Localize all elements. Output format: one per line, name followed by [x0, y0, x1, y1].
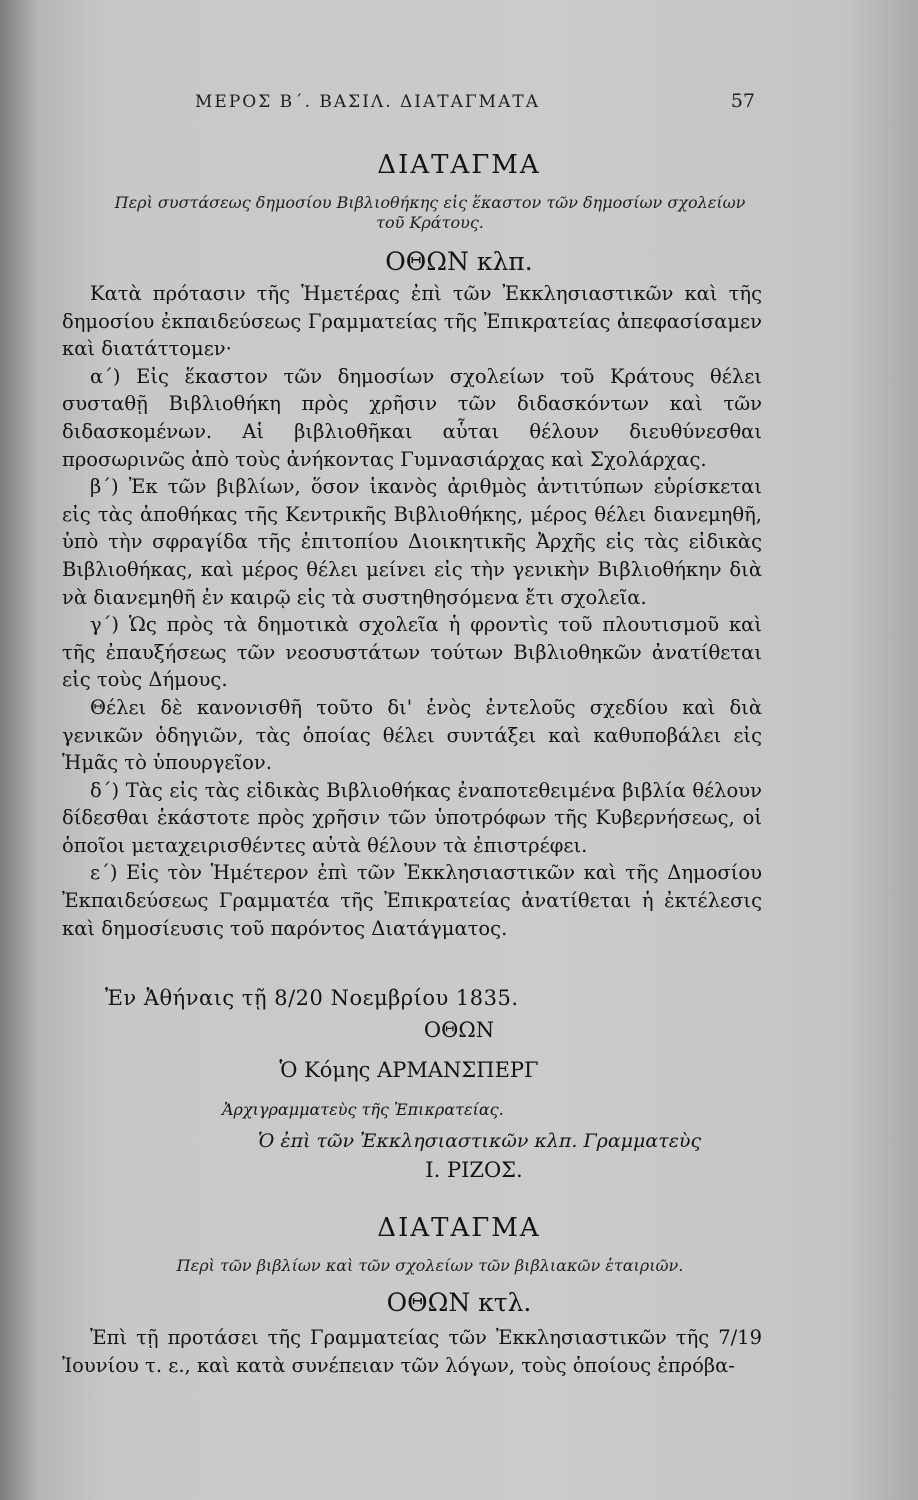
paragraph: α΄) Εἰς ἕκαστον τῶν δημοσίων σχολείων τοῦ Κράτους θέλει συσταθῇ Βιβλιοθήκη πρὸς χρῆσιν τῶν διδασκόντων καὶ τῶν διδασκομένων. Αἱ βιβλιοθῆκαι αὗται θέλουν διευθύνεσθαι προσωρινῶς ἀπὸ τοὺς ἀνήκοντας Γυμνασιάρχας καὶ Σχολάρχας. [62, 364, 762, 471]
decree2-othon-heading: ΟΘΩΝ κτλ. [386, 1288, 532, 1317]
secretary-name: Ι. ΡΙΖΟΣ. [425, 1158, 523, 1182]
othon-heading: ΟΘΩΝ κλπ. [385, 247, 533, 276]
decree-date: Ἐν Ἀθήναις τῇ 8/20 Νοεμβρίου 1835. [105, 986, 519, 1010]
decree-subtitle-line: τοῦ Κράτους. [376, 213, 484, 232]
decree-subtitle-line: Περὶ συστάσεως δημοσίου Βιβλιοθήκης εἰς ἕκαστον τῶν δημοσίων σχολείων [114, 193, 746, 212]
paragraph: δ΄) Τὰς εἰς τὰς εἰδικὰς Βιβλιοθήκας ἐναποτεθειμένα βιβλία θέλουν δίδεσθαι ἑκάστοτε πρὸς χρῆσιν τῶν ὑποτρόφων τῆς Κυβερνήσεως, οἱ ὁποῖοι μεταχειρισθέντες αὐτὰ θέλουν τὰ ἐπιστρέφει. [62, 778, 762, 857]
paragraph: Κατὰ πρότασιν τῆς Ἡμετέρας ἐπὶ τῶν Ἐκκλησιαστικῶν καὶ τῆς δημοσίου ἐκπαιδεύσεως Γραμματείας τῆς Ἐπικρατείας ἀπεφασίσαμεν καὶ διατάττομεν· [62, 282, 762, 361]
decree-body [62, 280, 762, 942]
paragraph: Θέλει δὲ κανονισθῆ τοῦτο δι' ἑνὸς ἐντελοῦς σχεδίου καὶ διὰ γενικῶν ὁδηγιῶν, τὰς ὁποίας θέλει συντάξει καὶ καθυποβάλει εἰς Ἡμᾶς τὸ ὑπουργεῖον. [62, 695, 762, 775]
decree2-body [62, 1324, 762, 1379]
running-head [195, 92, 755, 112]
decree-title: ΔΙΑΤΑΓΜΑ [377, 150, 541, 180]
count-title: Ἀρχιγραμματεὺς τῆς Ἐπικρατείας. [222, 1100, 504, 1119]
paragraph: ε΄) Εἰς τὸν Ἡμέτερον ἐπὶ τῶν Ἐκκλησιαστικῶν καὶ τῆς Δημοσίου Ἐκπαιδεύσεως Γραμματέα τῆς Ἐπικρατείας ἀνατίθεται ἡ ἐκτέλεσις καὶ δημοσίευσις τοῦ παρόντος Διατάγματος. [62, 861, 762, 940]
page-number: 57 [730, 90, 755, 112]
decree2-title: ΔΙΑΤΑΓΜΑ [377, 1213, 541, 1243]
secretary-line: Ὁ ἐπὶ τῶν Ἐκκλησιαστικῶν κλπ. Γραμματεὺς [258, 1130, 702, 1152]
decree2-subtitle: Περὶ τῶν βιβλίων καὶ τῶν σχολείων τῶν βιβλιακῶν ἑταιριῶν. [176, 1256, 684, 1275]
paragraph: β΄) Ἐκ τῶν βιβλίων, ὅσον ἱκανὸς ἀριθμὸς ἀντιτύπων εὑρίσκεται εἰς τὰς ἀποθήκας τῆς Κεντρικῆς Βιβλιοθήκης, μέρος θέλει διανεμηθῆ, ὑπὸ τὴν σφραγίδα τῆς ἐπιτοπίου Διοικητικῆς Ἀρχῆς εἰς τὰς εἰδικὰς Βιβλιοθήκας, καὶ μέρος θέλει μείνει εἰς τὴν γενικὴν Βιβλιοθήκην διὰ νὰ διανεμηθῆ ἐν καιρῷ εἰς τὰ συστηθησόμενα ἔτι σχολεῖα. [62, 475, 762, 609]
decree-subtitle [60, 193, 800, 233]
king-signature: ΟΘΩΝ [423, 1018, 495, 1042]
paragraph: Ἐπὶ τῇ προτάσει τῆς Γραμματείας τῶν Ἐκκλησιαστικῶν τῆς 7/19 Ἰουνίου τ. ε., καὶ κατὰ συνέπειαν τῶν λόγων, τοὺς ὁποίους ἐπρόβα- [62, 1326, 762, 1377]
running-head-text: ΜΕΡΟΣ Β΄. ΒΑΣΙΛ. ΔΙΑΤΑΓΜΑΤΑ [195, 92, 540, 112]
count-signature: Ὁ Κόμης ΑΡΜΑΝΣΠΕΡΓ [279, 1058, 539, 1082]
paragraph: γ΄) Ὡς πρὸς τὰ δημοτικὰ σχολεῖα ἡ φροντὶς τοῦ πλουτισμοῦ καὶ τῆς ἐπαυξήσεως τῶν νεοσυστάτων τούτων Βιβλιοθηκῶν ἀνατίθεται εἰς τοὺς Δήμους. [62, 613, 762, 692]
